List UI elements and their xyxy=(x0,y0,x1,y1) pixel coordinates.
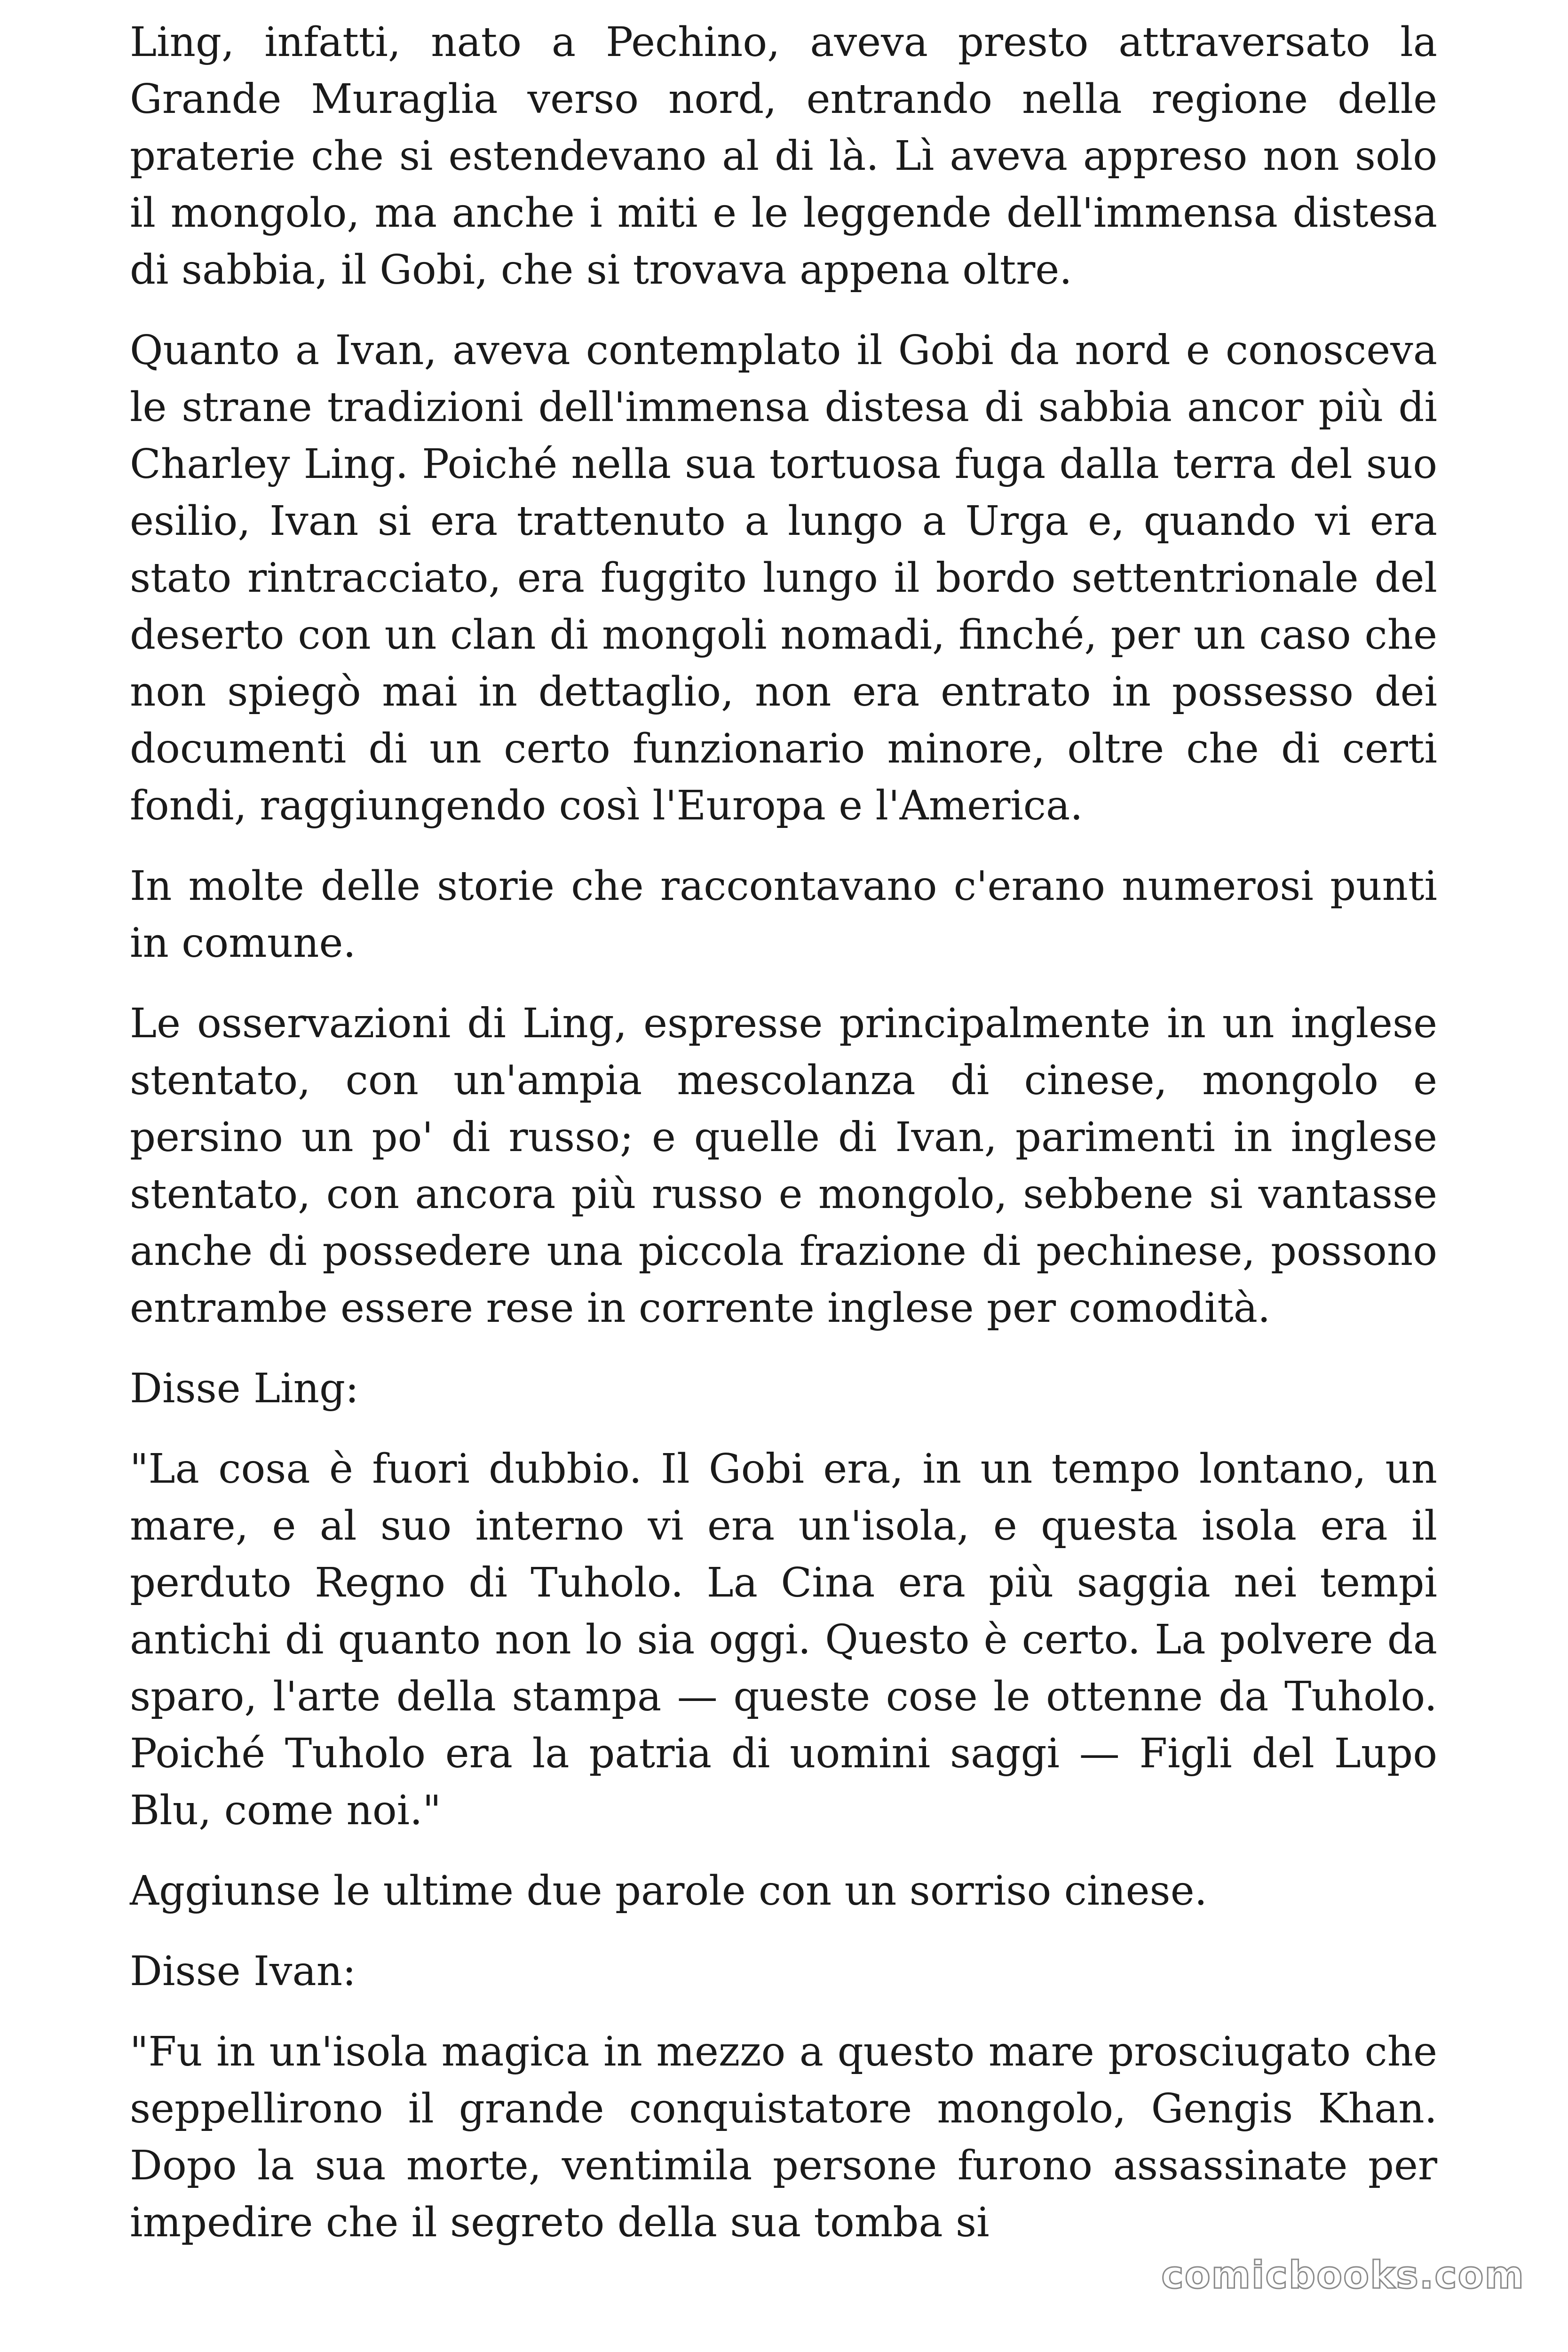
paragraph: Quanto a Ivan, aveva contemplato il Gobi da nord e conosceva le strane tradizioni dell'immensa distesa di sabbia ancor più di Charley Ling. Poiché nella sua tortuosa fuga dalla terra del suo esilio, Ivan si era trattenuto a lungo a Urga e, quando vi era stato rintracciato, era fuggito lungo il bordo settentrionale del deserto con un clan di mongoli nomadi, finché, per un caso che non spiegò mai in dettaglio, non era entrato in possesso dei documenti di un certo funzionario minore, oltre che di certi fondi, raggiungendo così l'Europa e l'America. xyxy=(130,327,1437,829)
paragraph: "La cosa è fuori dubbio. Il Gobi era, in un tempo lontano, un mare, e al suo interno vi era un'isola, e questa isola era il perduto Regno di Tuholo. La Cina era più saggia nei tempi antichi di quanto non lo sia oggi. Questo è certo. La polvere da sparo, l'arte della stampa — queste cose le ottenne da Tuholo. Poiché Tuholo era la patria di uomini saggi — Figli del Lupo Blu, come noi." xyxy=(130,1446,1437,1834)
paragraph: In molte delle storie che raccontavano c'erano numerosi punti in comune. xyxy=(130,863,1437,967)
paragraph: Disse Ivan: xyxy=(130,1948,356,1995)
paragraph: Le osservazioni di Ling, espresse principalmente in un inglese stentato, con un'ampia mescolanza di cinese, mongolo e persino un po' di russo; e quelle di Ivan, parimenti in inglese stentato, con ancora più russo e mongolo, sebbene si vantasse anche di possedere una piccola frazione di pechinese, possono entrambe essere rese in corrente inglese per comodità. xyxy=(130,1000,1437,1332)
paragraph: Ling, infatti, nato a Pechino, aveva presto attraversato la Grande Muraglia verso nord, entrando nella regione delle praterie che si estendevano al di là. Lì aveva appreso non solo il mongolo, ma anche i miti e le leggende dell'immensa distesa di sabbia, il Gobi, che si trovava appena oltre. xyxy=(130,19,1437,294)
text-column xyxy=(130,14,1437,2275)
paragraph: Disse Ling: xyxy=(130,1365,359,1412)
paragraph: Aggiunse le ultime due parole con un sorriso cinese. xyxy=(130,1867,1207,1915)
paragraph: "Fu in un'isola magica in mezzo a questo mare prosciugato che seppellirono il grande conquistatore mongolo, Gengis Khan. Dopo la sua morte, ventimila persone furono assassinate per impedire che il segreto della sua tomba si xyxy=(130,2028,1437,2246)
watermark: comicbooks.com xyxy=(1156,2253,1530,2297)
